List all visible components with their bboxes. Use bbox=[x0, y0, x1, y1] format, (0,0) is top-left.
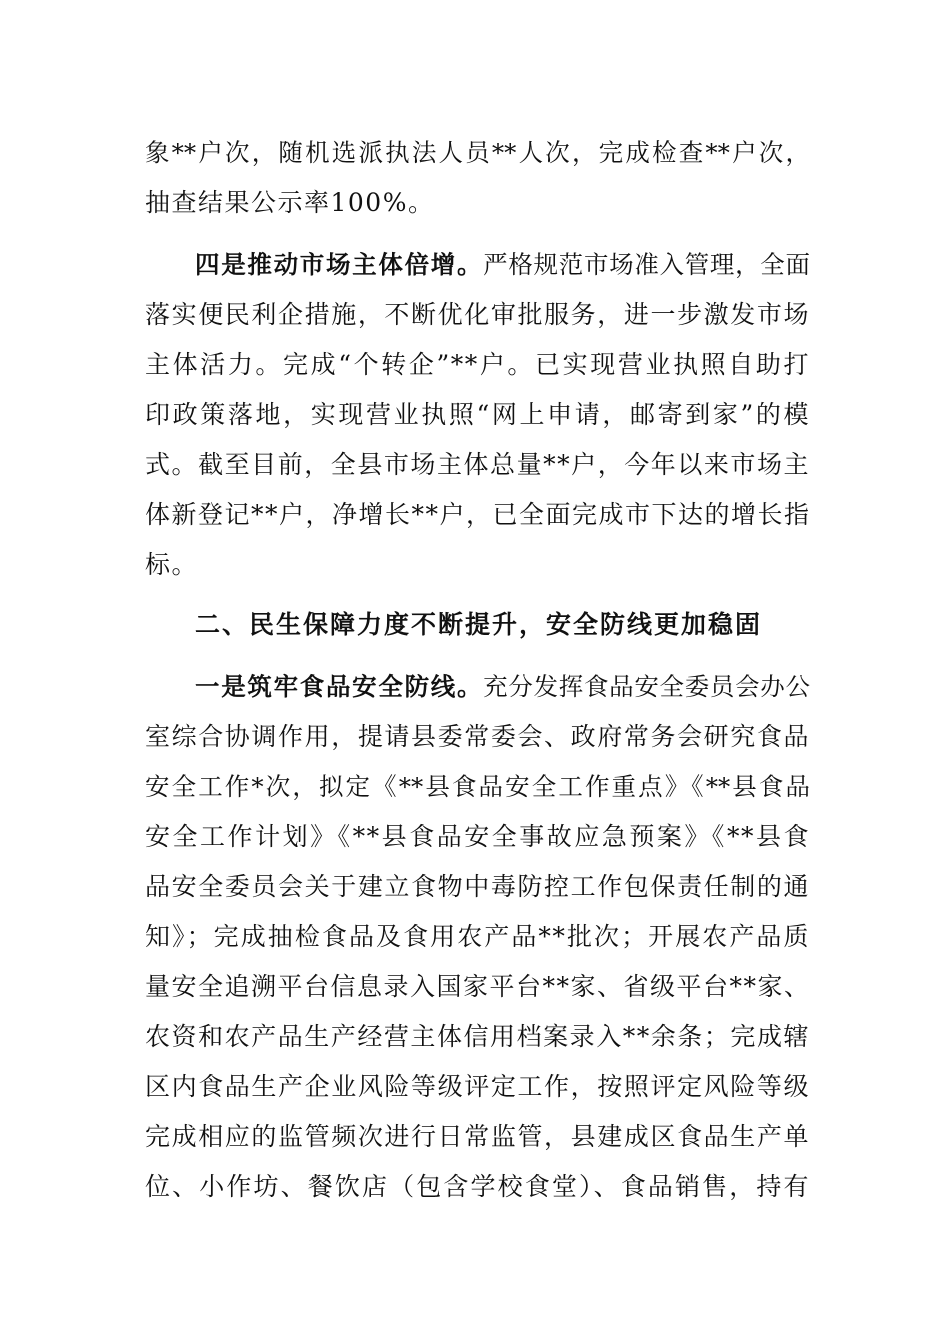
text-line: 落实便民利企措施，不断优化审批服务，进一步激发市场 bbox=[145, 300, 810, 329]
text-line: 抽查结果公示率100%。 bbox=[145, 188, 435, 217]
text-line: 室综合协调作用，提请县委常委会、政府常务会研究食品 bbox=[145, 722, 810, 751]
paragraph-first-line-text: 严格规范市场准入管理，全面 bbox=[483, 250, 811, 279]
text-line: 安全工作计划》《**县食品安全事故应急预案》《**县食 bbox=[145, 822, 810, 851]
text-line: 区内食品生产企业风险等级评定工作，按照评定风险等级 bbox=[145, 1072, 810, 1101]
paragraph-first-line bbox=[195, 245, 810, 285]
text-line: 体新登记**户，净增长**户，已全面完成市下达的增长指 bbox=[145, 500, 811, 529]
paragraph-lead-heading: 四是推动市场主体倍增。 bbox=[195, 250, 484, 279]
text-line: 主体活力。完成“个转企”**户。已实现营业执照自助打 bbox=[145, 350, 810, 379]
section-heading: 二、民生保障力度不断提升，安全防线更加稳固 bbox=[195, 610, 763, 639]
text-line: 象**户次，随机选派执法人员**人次，完成检查**户次， bbox=[145, 138, 810, 167]
text-line: 知》；完成抽检食品及食用农产品**批次；开展农产品质 bbox=[145, 922, 810, 951]
text-line: 位、小作坊、餐饮店（包含学校食堂）、食品销售，持有 bbox=[145, 1172, 810, 1201]
text-line: 量安全追溯平台信息录入国家平台**家、省级平台**家、 bbox=[145, 972, 811, 1001]
text-line: 标。 bbox=[145, 550, 199, 579]
text-line: 印政策落地，实现营业执照“网上申请，邮寄到家”的模 bbox=[145, 400, 810, 429]
text-line: 完成相应的监管频次进行日常监管，县建成区食品生产单 bbox=[145, 1122, 810, 1151]
paragraph-first-line bbox=[195, 667, 810, 707]
text-line: 品安全委员会关于建立食物中毒防控工作包保责任制的通 bbox=[145, 872, 810, 901]
paragraph-first-line-text: 充分发挥食品安全委员会办公 bbox=[483, 672, 811, 701]
text-line: 式。截至目前，全县市场主体总量**户，今年以来市场主 bbox=[145, 450, 810, 479]
text-line: 安全工作*次，拟定《**县食品安全工作重点》《**县食品 bbox=[145, 772, 810, 801]
paragraph-lead-heading: 一是筑牢食品安全防线。 bbox=[195, 672, 484, 701]
text-line: 农资和农产品生产经营主体信用档案录入**余条；完成辖 bbox=[145, 1022, 810, 1051]
